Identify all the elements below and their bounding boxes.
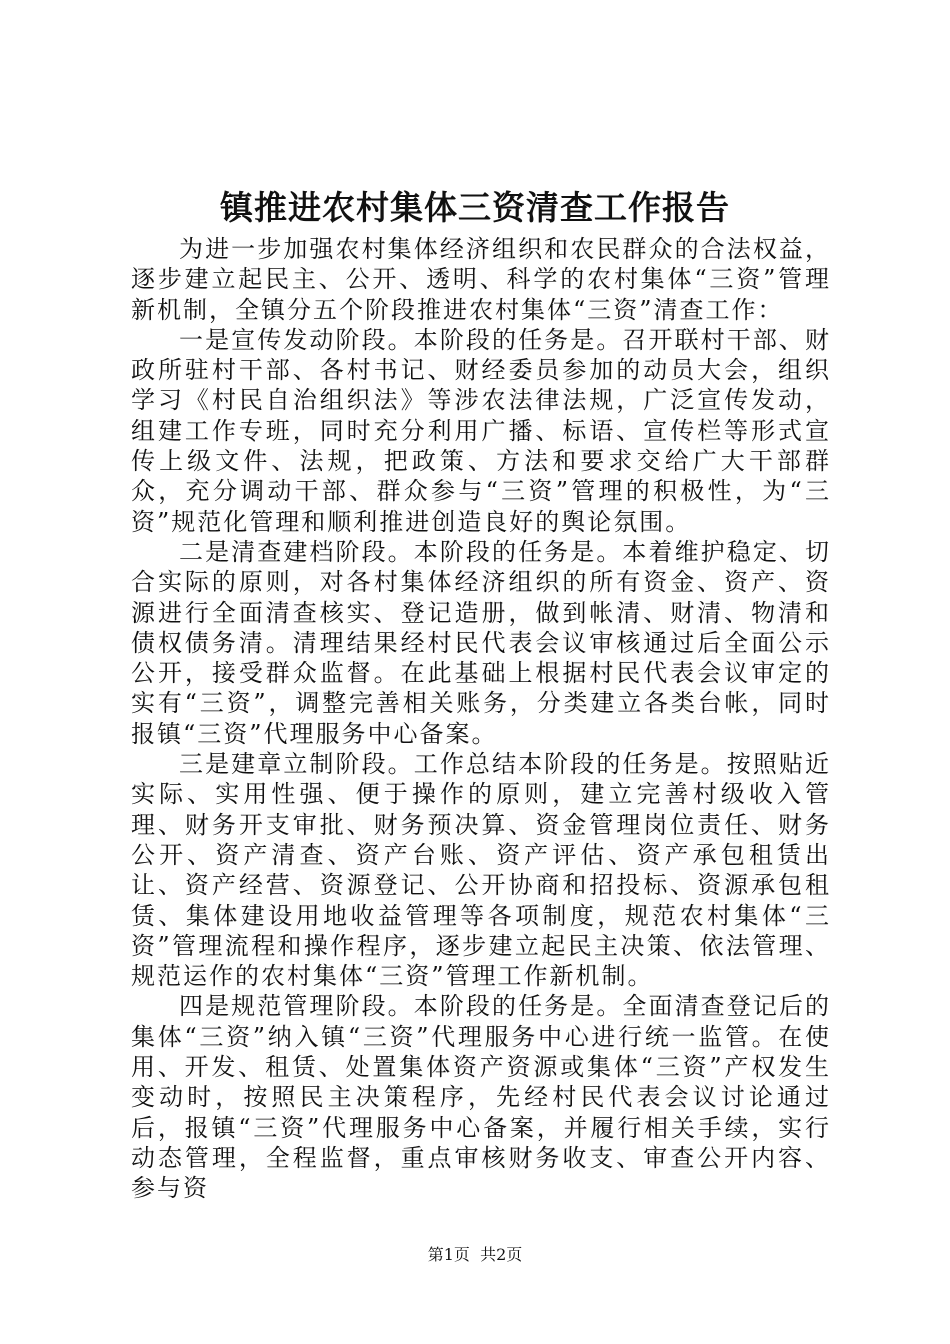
- footer-separator: [470, 1245, 480, 1264]
- page-footer: [0, 1243, 950, 1267]
- document-body: [131, 234, 831, 1204]
- page-total: 共2页: [480, 1245, 523, 1264]
- paragraph-intro: 为进一步加强农村集体经济组织和农民群众的合法权益，逐步建立起民主、公开、透明、科学的农村集体“三资”管理新机制，全镇分五个阶段推进农村集体“三资”清查工作：: [131, 235, 831, 324]
- paragraph-stage-2: 二是清查建档阶段。本阶段的任务是。本着维护稳定、切合实际的原则，对各村集体经济组织的所有资金、资产、资源进行全面清查核实、登记造册，做到帐清、财清、物清和债权债务清。清理结果经村民代表会议审核通过后全面公示公开，接受群众监督。在此基础上根据村民代表会议审定的实有“三资”，调整完善相关账务，分类建立各类台帐，同时报镇“三资”代理服务中心备案。: [131, 537, 831, 748]
- document-title: 镇推进农村集体三资清查工作报告: [220, 188, 730, 227]
- paragraph-stage-4: 四是规范管理阶段。本阶段的任务是。全面清查登记后的集体“三资”纳入镇“三资”代理服务中心进行统一监管。在使用、开发、租赁、处置集体资产资源或集体“三资”产权发生变动时，按照民主决策程序，先经村民代表会议讨论通过后，报镇“三资”代理服务中心备案，并履行相关手续，实行动态管理，全程监督，重点审核财务收支、审查公开内容、参与资: [131, 992, 831, 1203]
- paragraph-stage-3: 三是建章立制阶段。工作总结本阶段的任务是。按照贴近实际、实用性强、便于操作的原则，建立完善村级收入管理、财务开支审批、财务预决算、资金管理岗位责任、财务公开、资产清查、资产台账、资产评估、资产承包租赁出让、资产经营、资源登记、公开协商和招投标、资源承包租赁、集体建设用地收益管理等各项制度，规范农村集体“三资”管理流程和操作程序，逐步建立起民主决策、依法管理、规范运作的农村集体“三资”管理工作新机制。: [131, 750, 831, 991]
- page-number: 第1页: [427, 1245, 470, 1264]
- paragraph-stage-1: 一是宣传发动阶段。本阶段的任务是。召开联村干部、财政所驻村干部、各村书记、财经委员参加的动员大会，组织学习《村民自治组织法》等涉农法律法规，广泛宣传发动，组建工作专班，同时充分利用广播、标语、宣传栏等形式宣传上级文件、法规，把政策、方法和要求交给广大干部群众，充分调动干部、群众参与“三资”管理的积极性，为“三资”规范化管理和顺利推进创造良好的舆论氛围。: [131, 325, 831, 536]
